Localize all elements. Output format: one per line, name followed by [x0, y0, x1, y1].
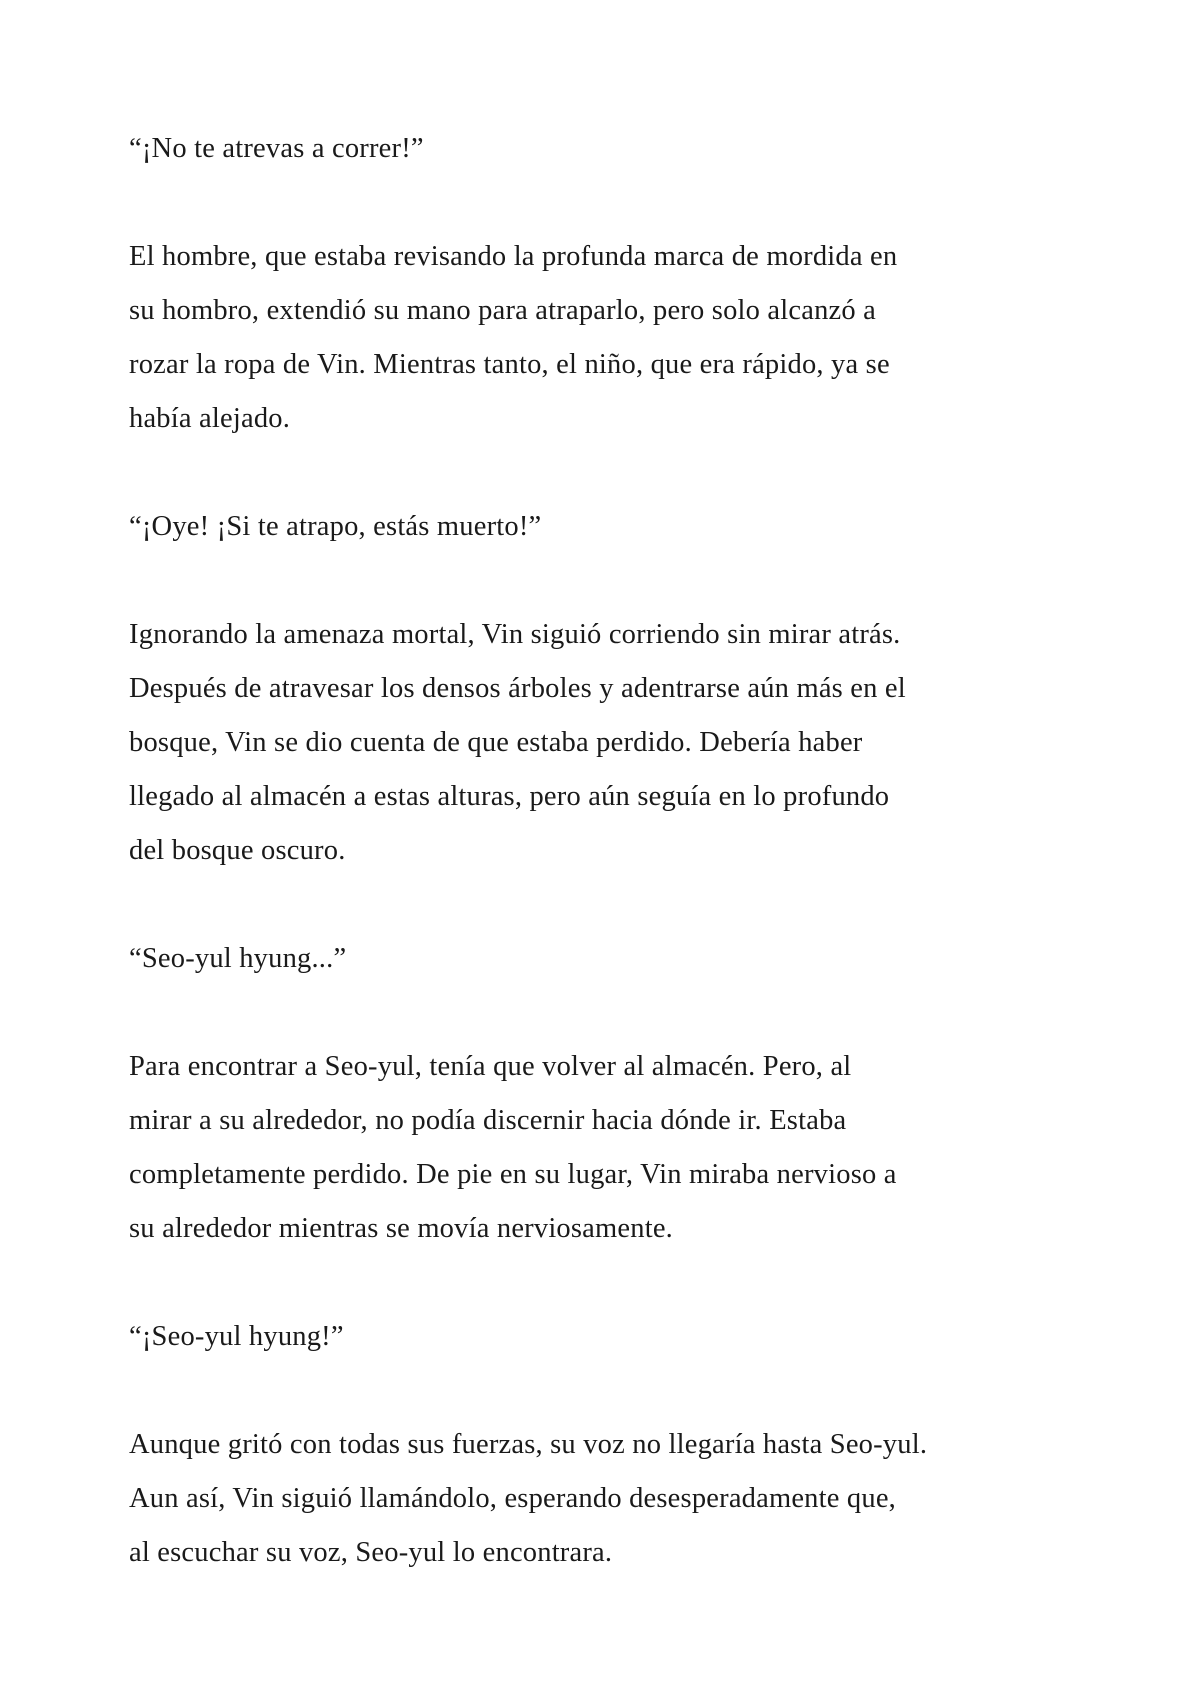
text-line: Para encontrar a Seo-yul, tenía que volver al almacén. Pero, al [129, 1051, 852, 1082]
text-line: bosque, Vin se dio cuenta de que estaba perdido. Debería haber [129, 727, 863, 758]
dialogue-paragraph [129, 932, 1079, 986]
text-line: Aunque gritó con todas sus fuerzas, su voz no llegaría hasta Seo-yul. [129, 1429, 928, 1460]
text-line: del bosque oscuro. [129, 835, 346, 866]
text-line: había alejado. [129, 403, 291, 434]
text-line: “Seo-yul hyung...” [129, 943, 347, 974]
dialogue-paragraph [129, 122, 1079, 176]
text-line: su hombro, extendió su mano para atraparlo, pero solo alcanzó a [129, 295, 877, 326]
document-page [129, 122, 1079, 1634]
text-line: Ignorando la amenaza mortal, Vin siguió corriendo sin mirar atrás. [129, 619, 901, 650]
text-line: al escuchar su voz, Seo-yul lo encontrara. [129, 1537, 613, 1568]
text-line: “¡No te atrevas a correr!” [129, 133, 424, 164]
text-line: mirar a su alrededor, no podía discernir hacia dónde ir. Estaba [129, 1105, 847, 1136]
text-line: llegado al almacén a estas alturas, pero aún seguía en lo profundo [129, 781, 890, 812]
dialogue-paragraph [129, 500, 1079, 554]
text-line: Después de atravesar los densos árboles y adentrarse aún más en el [129, 673, 906, 704]
text-line: su alrededor mientras se movía nerviosamente. [129, 1213, 673, 1244]
text-line: Aun así, Vin siguió llamándolo, esperando desesperadamente que, [129, 1483, 897, 1514]
narration-paragraph [129, 608, 1079, 878]
narration-paragraph [129, 1418, 1079, 1580]
text-line: “¡Seo-yul hyung!” [129, 1321, 344, 1352]
text-line: “¡Oye! ¡Si te atrapo, estás muerto!” [129, 511, 542, 542]
dialogue-paragraph [129, 1310, 1079, 1364]
text-line: rozar la ropa de Vin. Mientras tanto, el niño, que era rápido, ya se [129, 349, 890, 380]
narration-paragraph [129, 230, 1079, 446]
text-line: completamente perdido. De pie en su lugar, Vin miraba nervioso a [129, 1159, 897, 1190]
text-line: El hombre, que estaba revisando la profunda marca de mordida en [129, 241, 898, 272]
narration-paragraph [129, 1040, 1079, 1256]
